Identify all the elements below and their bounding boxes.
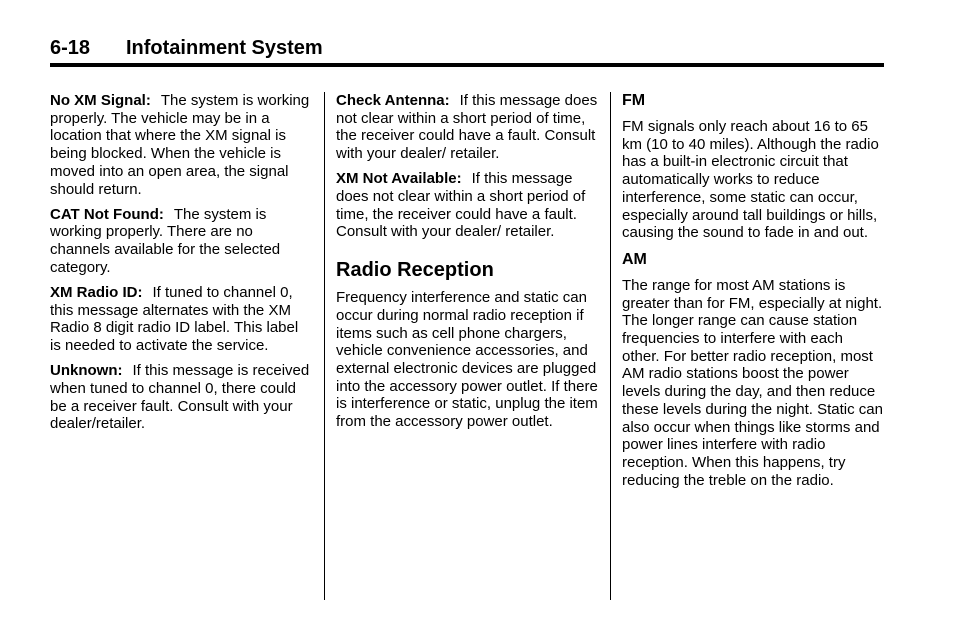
- fm-paragraph: FM signals only reach about 16 to 65 km (10 to 40 miles). Although the radio has a built-in electronic circuit that automatically works to reduce interference, some static can occur, especially around tall buildings or hills, causing the sound to fade in and out.: [622, 118, 879, 242]
- section-heading-radio-reception: Radio Reception: [336, 259, 494, 282]
- column-1: [50, 92, 312, 441]
- column-divider: [610, 92, 611, 600]
- message-term: XM Radio ID:: [50, 284, 143, 302]
- subheading-am: AM: [622, 250, 647, 268]
- message-description: If this message does not clear within a short period of time, the receiver could have a fault. Consult with your dealer/ retailer.: [336, 92, 598, 163]
- message-term: XM Not Available:: [336, 170, 462, 188]
- column-divider: [324, 92, 325, 600]
- subheading-fm: FM: [622, 92, 646, 109]
- message-description: If tuned to channel 0, this message alternates with the XM Radio 8 digit radio ID label. This label is needed to activate the service.: [50, 284, 299, 355]
- message-term: Unknown:: [50, 362, 123, 380]
- message-entry: [50, 284, 312, 355]
- message-entry: [50, 362, 312, 433]
- message-entry: [50, 206, 312, 277]
- message-term: No XM Signal:: [50, 92, 151, 109]
- message-description: The system is working properly. There are no channels available for the selected category.: [50, 205, 281, 276]
- message-term: Check Antenna:: [336, 92, 450, 109]
- message-term: CAT Not Found:: [50, 205, 164, 223]
- body-paragraph: Frequency interference and static can occur during normal radio reception if items such as cell phone chargers, vehicle convenience accessories, and external electronic devices are plugged into the accessory power outlet. If there is interference or static, unplug the item from the accessory power outlet.: [336, 289, 598, 431]
- section-title: Infotainment System: [126, 37, 323, 59]
- message-description: The system is working properly. The vehicle may be in a location that where the XM signal is being blocked. When the vehicle is moved into an open area, the signal should return.: [50, 92, 310, 198]
- column-3: [622, 92, 884, 497]
- am-paragraph: The range for most AM stations is greater than for FM, especially at night. The longer range can cause station frequencies to interfere with each other. For better radio reception, most AM radio stations boost the power levels during the day, and then reduce these levels during the night. Static can also occur when things like storms and power lines interfere with radio reception. When this happens, try reducing the treble on the radio.: [622, 276, 883, 489]
- message-entry: [50, 92, 312, 198]
- header-rule: [50, 63, 884, 67]
- column-2: [336, 92, 600, 438]
- page-number: 6-18: [50, 37, 91, 59]
- page-header: [50, 37, 884, 67]
- message-entry: [336, 92, 600, 163]
- message-description: If this message is received when tuned to channel 0, there could be a receiver fault. Consult with your dealer/retailer.: [50, 362, 310, 433]
- message-description: If this message does not clear within a short period of time, the receiver could have a fault. Consult with your dealer/ retailer.: [336, 170, 586, 241]
- message-entry: [336, 170, 600, 241]
